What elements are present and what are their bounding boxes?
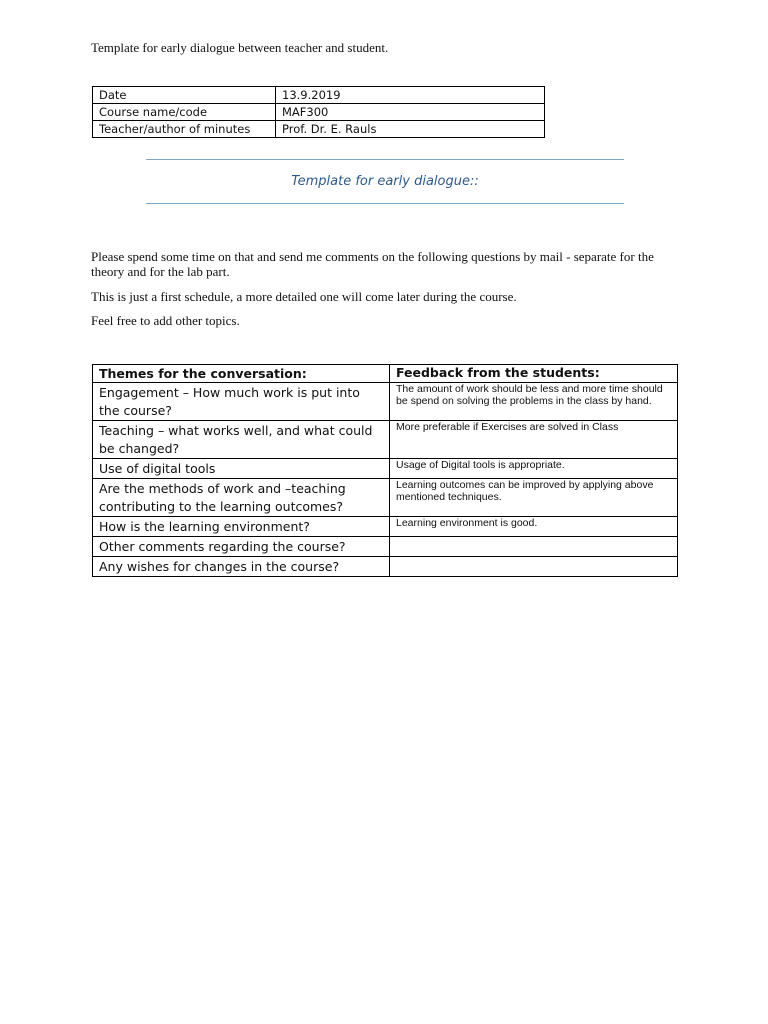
table-row: [93, 87, 545, 104]
theme-cell: Teaching – what works well, and what could be changed?: [93, 421, 390, 459]
course-label: Course name/code: [93, 104, 276, 121]
feedback-cell[interactable]: [390, 537, 678, 557]
feedback-cell[interactable]: More preferable if Exercises are solved in Class: [390, 421, 678, 459]
theme-cell: How is the learning environment?: [93, 517, 390, 537]
feedback-cell[interactable]: Learning environment is good.: [390, 517, 678, 537]
feedback-cell[interactable]: Usage of Digital tools is appropriate.: [390, 459, 678, 479]
theme-cell: Other comments regarding the course?: [93, 537, 390, 557]
date-value: 13.9.2019: [276, 87, 545, 104]
teacher-label: Teacher/author of minutes: [93, 121, 276, 138]
teacher-value: Prof. Dr. E. Rauls: [276, 121, 545, 138]
themes-header: Themes for the conversation:: [93, 365, 390, 383]
table-header-row: [93, 365, 678, 383]
table-row: [93, 459, 678, 479]
instruction-paragraph: Please spend some time on that and send me comments on the following questions by mail - separate for the theory and for the lab part.: [91, 249, 654, 279]
intro-line: Template for early dialogue between teacher and student.: [91, 40, 389, 55]
table-row: [93, 383, 678, 421]
table-row: [93, 537, 678, 557]
table-row: [93, 104, 545, 121]
course-value: MAF300: [276, 104, 545, 121]
table-row: [93, 517, 678, 537]
feedback-cell[interactable]: The amount of work should be less and more time should be spend on solving the problems in the class by hand.: [390, 383, 678, 421]
table-row: [93, 479, 678, 517]
table-row: [93, 421, 678, 459]
feedback-header: Feedback from the students:: [390, 365, 678, 383]
theme-cell: Any wishes for changes in the course?: [93, 557, 390, 577]
schedule-note: This is just a first schedule, a more detailed one will come later during the course.: [91, 289, 517, 304]
date-label: Date: [93, 87, 276, 104]
course-info-table: [92, 86, 545, 138]
feedback-table: [92, 364, 678, 577]
table-row: [93, 121, 545, 138]
section-subtitle: Template for early dialogue::: [291, 174, 479, 189]
theme-cell: Engagement – How much work is put into the course?: [93, 383, 390, 421]
divider-top: [146, 159, 624, 160]
theme-cell: Use of digital tools: [93, 459, 390, 479]
topics-note: Feel free to add other topics.: [91, 313, 240, 328]
theme-cell: Are the methods of work and –teaching contributing to the learning outcomes?: [93, 479, 390, 517]
feedback-cell[interactable]: [390, 557, 678, 577]
feedback-cell[interactable]: Learning outcomes can be improved by applying above mentioned techniques.: [390, 479, 678, 517]
table-row: [93, 557, 678, 577]
divider-bottom: [146, 203, 624, 204]
